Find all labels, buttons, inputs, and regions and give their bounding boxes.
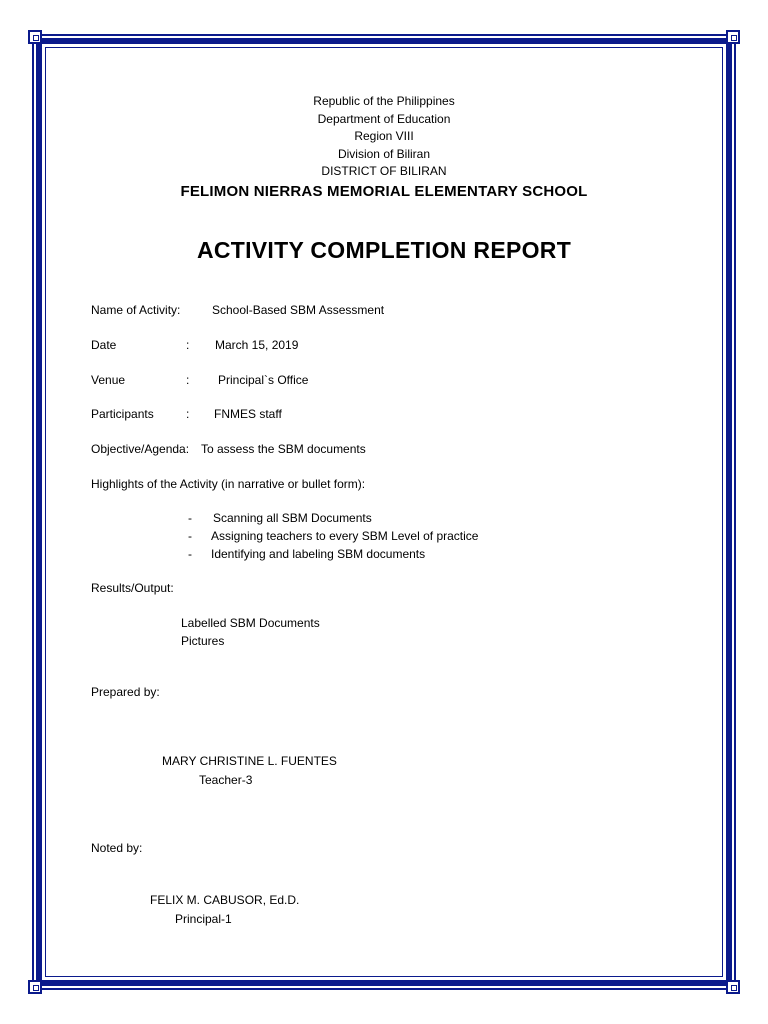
objective-label: Objective/Agenda: bbox=[91, 442, 190, 456]
header-region: Region VIII bbox=[354, 129, 414, 143]
list-bullet: - bbox=[188, 511, 192, 525]
venue-label: Venue bbox=[91, 373, 126, 387]
border-corner-ornament bbox=[28, 30, 42, 44]
header-department: Department of Education bbox=[317, 111, 451, 126]
highlights-heading: Highlights of the Activity (in narrative or bullet form): bbox=[91, 477, 366, 491]
noter-name: FELIX M. CABUSOR, Ed.D. bbox=[150, 893, 300, 907]
activity-value: School-Based SBM Assessment bbox=[212, 303, 385, 317]
results-item: Labelled SBM Documents bbox=[181, 616, 320, 630]
header-division: Division of Biliran bbox=[337, 146, 431, 161]
venue-value: Principal`s Office bbox=[218, 373, 309, 387]
noted-by-label: Noted by: bbox=[91, 841, 143, 855]
list-item: Identifying and labeling SBM documents bbox=[211, 547, 426, 561]
report-title: ACTIVITY COMPLETION REPORT bbox=[196, 237, 572, 263]
date-value: March 15, 2019 bbox=[215, 338, 299, 352]
border-corner-ornament bbox=[726, 980, 740, 994]
preparer-name: MARY CHRISTINE L. FUENTES bbox=[162, 754, 337, 768]
prepared-by-label: Prepared by: bbox=[91, 685, 160, 699]
list-bullet: - bbox=[188, 529, 192, 543]
school-name: FELIMON NIERRAS MEMORIAL ELEMENTARY SCHOOL bbox=[180, 182, 588, 200]
header-district: DISTRICT OF BILIRAN bbox=[321, 164, 447, 178]
participants-value: FNMES staff bbox=[214, 407, 282, 421]
noter-position: Principal-1 bbox=[175, 912, 232, 926]
list-bullet: - bbox=[188, 547, 192, 561]
header-country: Republic of the Philippines bbox=[313, 94, 455, 108]
border-corner-ornament bbox=[28, 980, 42, 994]
list-item: Assigning teachers to every SBM Level of practice bbox=[211, 529, 479, 543]
date-label: Date bbox=[91, 338, 117, 352]
results-item: Pictures bbox=[181, 634, 225, 648]
participants-separator: : bbox=[186, 407, 190, 421]
venue-separator: : bbox=[186, 373, 190, 387]
letterhead bbox=[0, 93, 768, 200]
participants-label: Participants bbox=[91, 407, 154, 421]
list-item: Scanning all SBM Documents bbox=[213, 511, 372, 525]
date-separator: : bbox=[186, 338, 190, 352]
activity-label: Name of Activity: bbox=[91, 303, 181, 317]
results-heading: Results/Output: bbox=[91, 581, 174, 595]
border-corner-ornament bbox=[726, 30, 740, 44]
objective-value: To assess the SBM documents bbox=[201, 442, 366, 456]
preparer-position: Teacher-3 bbox=[199, 773, 253, 787]
